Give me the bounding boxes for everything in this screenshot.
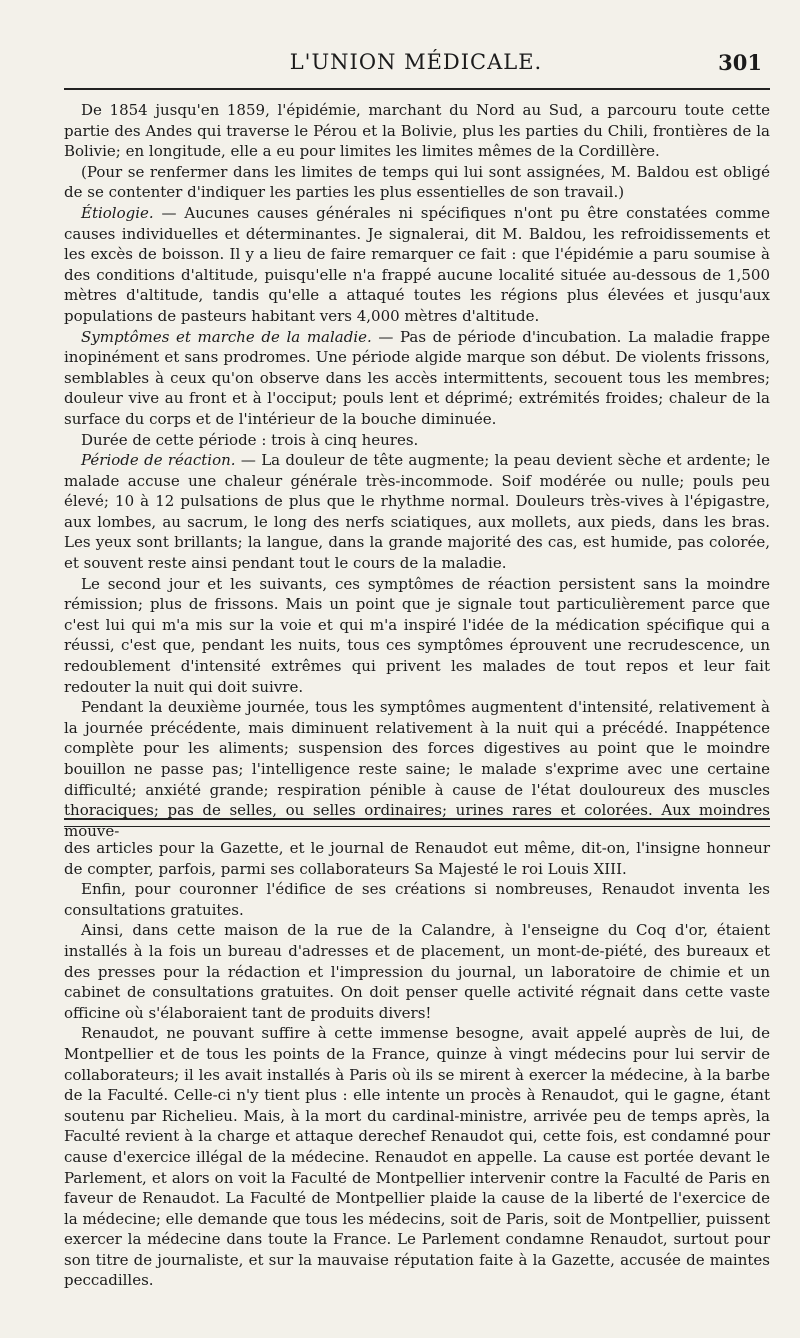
paragraph: Pendant la deuxième journée, tous les symptômes augmentent d'intensité, relativement à la journée précédente, mais diminuent relativement à la nuit qui a précédé. Inappétence complète pour les aliments; suspension des forces digestives au point que le moindre bouillon ne passe pas; l'intelligence reste saine; le malade s'exprime avec une certaine difficulté; anxiété grande; respiration pénible à cause de l'état douloureux des muscles thoraciques; pas de selles, ou selles ordinaires; urines rares et colorées. Aux moindres mouve-	[64, 698, 770, 840]
page-number: 301	[718, 50, 762, 75]
main-article	[64, 100, 770, 841]
paragraph: Ainsi, dans cette maison de la rue de la Calandre, à l'enseigne du Coq d'or, étaient installés à la fois un bureau d'adresses et de placement, un mont-de-piété, des bureaux et des presses pour la rédaction et l'impression du journal, un laboratoire de chimie et un cabinet de consultations gratuites. On doit penser quelle activité régnait dans cette vaste officine où s'élaboraient tant de produits divers!	[64, 921, 770, 1022]
paragraph: Enfin, pour couronner l'édifice de ses créations si nombreuses, Renaudot inventa les consultations gratuites.	[64, 880, 770, 919]
feuilleton-separator	[64, 818, 770, 827]
paragraph: (Pour se renfermer dans les limites de temps qui lui sont assignées, M. Baldou est obligé de se contenter d'indiquer les parties les plus essentielles de son travail.)	[64, 162, 770, 202]
paragraph: Symptômes et marche de la maladie. — Pas de période d'incubation. La maladie frappe inopinément et sans prodromes. Une période algide marque son début. De violents frissons, semblables à ceux qu'on observe dans les accès intermittents, secouent tous les membres; douleur vive au front et à l'occiput; pouls lent et déprimé; extrémités froides; chaleur de la surface du corps et de l'intérieur de la bouche diminuée.	[64, 327, 770, 428]
paragraph: Étiologie. — Aucunes causes générales ni spécifiques n'ont pu être constatées comme causes individuelles et déterminantes. Je signalerai, dit M. Baldou, les refroidissements et les excès de boisson. Il y a lieu de faire remarquer ce fait : que l'épidémie a paru soumise à des conditions d'altitude, puisqu'elle n'a frappé aucune localité située au-dessous de 1,500 mètres d'altitude, tandis qu'elle a attaqué toutes les régions plus élevées et jusqu'aux populations de pasteurs habitant vers 4,000 mètres d'altitude.	[64, 203, 770, 325]
running-title: L'UNION MÉDICALE.	[289, 50, 543, 74]
header-rule	[64, 88, 770, 90]
paragraph: Période de réaction. — La douleur de tête augmente; la peau devient sèche et ardente; le malade accuse une chaleur générale très-incommode. Soif modérée ou nulle; pouls peu élevé; 10 à 12 pulsations de plus que le rhythme normal. Douleurs très-vives à l'épigastre, aux lombes, au sacrum, le long des nerfs sciatiques, aux mollets, aux pieds, dans les bras. Les yeux sont brillants; la langue, dans la grande majorité des cas, est humide, pas colorée, et souvent reste ainsi pendant tout le cours de la maladie.	[64, 451, 771, 573]
paragraph: des articles pour la Gazette, et le journal de Renaudot eut même, dit-on, l'insigne honneur de compter, parfois, parmi ses collaborateurs Sa Majesté le roi Louis XIII.	[64, 839, 770, 878]
paragraph: Le second jour et les suivants, ces symptômes de réaction persistent sans la moindre rémission; plus de frissons. Mais un point que je signale tout particulièrement parce que c'est lui qui m'a mis sur la voie et qui m'a inspiré l'idée de la médication spécifique qui a réussi, c'est que, pendant les nuits, tous ces symptômes éprouvent une recrudescence, un redoublement d'intensité extrêmes qui privent les malades de tout repos et leur fait redouter la nuit qui doit suivre.	[64, 574, 770, 696]
feuilleton-article	[64, 838, 770, 1291]
page-header	[62, 44, 770, 80]
paragraph: Renaudot, ne pouvant suffire à cette immense besogne, avait appelé auprès de lui, de Montpellier et de tous les points de la France, quinze à vingt médecins pour lui servir de collaborateurs; il les avait installés à Paris où ils se mirent à exercer la médecine, à la barbe de la Faculté. Celle-ci n'y tient plus : elle intente un procès à Renaudot, qui le gagne, étant soutenu par Richelieu. Mais, à la mort du cardinal-ministre, arrivée peu de temps après, la Faculté revient à la charge et attaque derechef Renaudot qui, cette fois, est condamné pour cause d'exercice illégal de la médecine. Renaudot en appelle. La cause est portée devant le Parlement, et alors on voit la Faculté de Montpellier intervenir contre la Faculté de Paris en faveur de Renaudot. La Faculté de Montpellier plaide la cause de la liberté de l'exercice de la médecine; elle demande que tous les médecins, soit de Paris, soit de Montpellier, puissent exercer la médecine dans toute la France. Le Parlement condamne Renaudot, surtout pour son titre de journaliste, et sur la mauvaise réputation faite à la Gazette, accusée de maintes peccadilles.	[64, 1024, 770, 1290]
paragraph: De 1854 jusqu'en 1859, l'épidémie, marchant du Nord au Sud, a parcouru toute cette partie des Andes qui traverse le Pérou et la Bolivie, plus les parties du Chili, frontières de la Bolivie; en longitude, elle a eu pour limites les limites mêmes de la Cordillère.	[64, 101, 770, 161]
paragraph: Durée de cette période : trois à cinq heures.	[81, 430, 419, 449]
